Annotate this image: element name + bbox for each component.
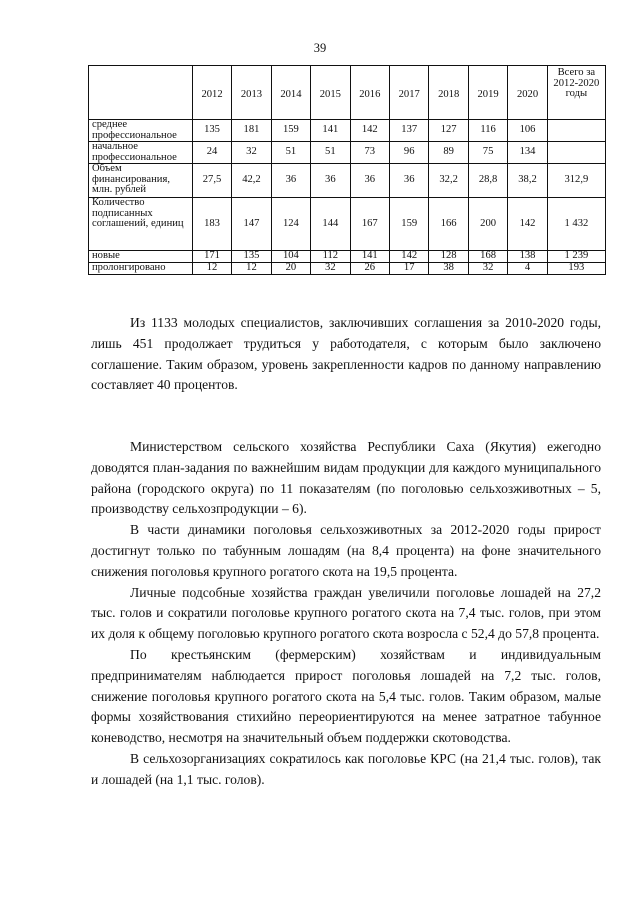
table-cell: 27,5 [192,164,231,198]
table-cell: 20 [271,263,310,275]
header-cell: 2017 [390,66,429,120]
table-row [89,251,606,263]
table-cell: 42,2 [232,164,271,198]
table-cell: 36 [311,164,350,198]
header-cell: 2015 [311,66,350,120]
table-cell: 159 [390,198,429,251]
table-cell: 141 [311,120,350,142]
table-cell: 26 [350,263,389,275]
table-cell: 112 [311,251,350,263]
text-block-intro [91,313,601,396]
header-cell: 2019 [468,66,507,120]
table-cell: 171 [192,251,231,263]
table-row [89,142,606,164]
table-cell: 96 [390,142,429,164]
table-cell: 116 [468,120,507,142]
table-row [89,263,606,275]
table-cell: 166 [429,198,468,251]
row-label: новые [89,251,193,263]
table-cell: 147 [232,198,271,251]
row-label: пролонгировано [89,263,193,275]
paragraph: В части динамики поголовья сельхозживотных за 2012-2020 годы прирост достигнут только по табунным лошадям (на 8,4 процента) на фоне значительного снижения поголовья крупного рогатого скота на 19,5 процента. [91,522,601,579]
table-cell: 12 [232,263,271,275]
table-cell: 128 [429,251,468,263]
table-cell: 142 [390,251,429,263]
table-cell: 24 [192,142,231,164]
table-row [89,120,606,142]
table-cell: 135 [232,251,271,263]
table-cell: 137 [390,120,429,142]
table-cell: 124 [271,198,310,251]
table-cell: 135 [192,120,231,142]
table-cell: 168 [468,251,507,263]
table-row [89,198,606,251]
table-cell: 32,2 [429,164,468,198]
data-table [88,65,606,275]
paragraph: Из 1133 молодых специалистов, заключивших соглашения за 2010-2020 годы, лишь 451 продолжает трудиться у работодателя, с которым было заключено соглашение. Таким образом, уровень закрепленности кадров по данному направлению составляет 40 процентов. [91,315,601,393]
header-cell [89,66,193,120]
table-cell: 1 239 [547,251,605,263]
header-cell: 2012 [192,66,231,120]
table-cell: 159 [271,120,310,142]
table-cell: 183 [192,198,231,251]
table-cell: 36 [271,164,310,198]
table-cell: 36 [350,164,389,198]
table-cell: 127 [429,120,468,142]
row-label: Количество подписанных соглашений, единиц [89,198,193,251]
table-cell: 73 [350,142,389,164]
table-cell: 138 [508,251,547,263]
table-cell: 32 [311,263,350,275]
text-block-main [91,437,601,791]
row-label: среднее профессиональное [89,120,193,142]
page-number: 39 [313,41,327,55]
header-cell: 2020 [508,66,547,120]
table-cell: 142 [508,198,547,251]
table-cell: 1 432 [547,198,605,251]
table-cell: 134 [508,142,547,164]
paragraph: Министерством сельского хозяйства Республики Саха (Якутия) ежегодно доводятся план-задания по важнейшим видам продукции для каждого муниципального района (городского округа) по 11 показателям (по поголовью сельхозживотных – 5, производству сельхозпродукции – 6). [91,439,601,517]
header-cell: 2016 [350,66,389,120]
table-cell: 167 [350,198,389,251]
table-cell: 200 [468,198,507,251]
table-cell: 32 [232,142,271,164]
table-cell: 142 [350,120,389,142]
table-cell: 141 [350,251,389,263]
table-header-row [89,66,606,120]
table-cell: 38 [429,263,468,275]
table-cell: 36 [390,164,429,198]
table-cell: 32 [468,263,507,275]
header-cell: 2013 [232,66,271,120]
table-cell: 4 [508,263,547,275]
table-cell: 51 [311,142,350,164]
header-cell: 2014 [271,66,310,120]
table-cell: 106 [508,120,547,142]
table-cell [547,142,605,164]
row-label: Объем финансирования, млн. рублей [89,164,193,198]
table-cell: 38,2 [508,164,547,198]
table-cell: 104 [271,251,310,263]
table-cell: 51 [271,142,310,164]
table-cell: 181 [232,120,271,142]
table-cell: 193 [547,263,605,275]
paragraph: В сельхозорганизациях сократилось как поголовье КРС (на 21,4 тыс. голов), так и лошадей (на 1,1 тыс. голов). [91,750,601,787]
table-cell: 144 [311,198,350,251]
table-cell: 89 [429,142,468,164]
table-cell: 75 [468,142,507,164]
row-label: начальное профессиональное [89,142,193,164]
table-row [89,164,606,198]
header-cell: Всего за 2012-2020 годы [547,66,605,120]
table-cell [547,120,605,142]
paragraph: По крестьянским (фермерским) хозяйствам и индивидуальным предпринимателям наблюдается прирост поголовья лошадей на 7,2 тыс. голов, снижение поголовья крупного рогатого скота на 5,4 тыс. голов. Таким образом, малые формы хозяйствования стихийно переориентируются на менее затратное табунное коневодство, несмотря на значительный объем поддержки скотоводства. [91,646,601,746]
table-cell: 28,8 [468,164,507,198]
header-cell: 2018 [429,66,468,120]
table-cell: 17 [390,263,429,275]
paragraph: Личные подсобные хозяйства граждан увеличили поголовье лошадей на 27,2 тыс. голов и сократили поголовье крупного рогатого скота на 7,4 тыс. голов, при этом их доля к общему поголовью крупного рогатого скота возросла с 52,4 до 57,8 процента. [91,584,601,642]
table-cell: 312,9 [547,164,605,198]
table-cell: 12 [192,263,231,275]
